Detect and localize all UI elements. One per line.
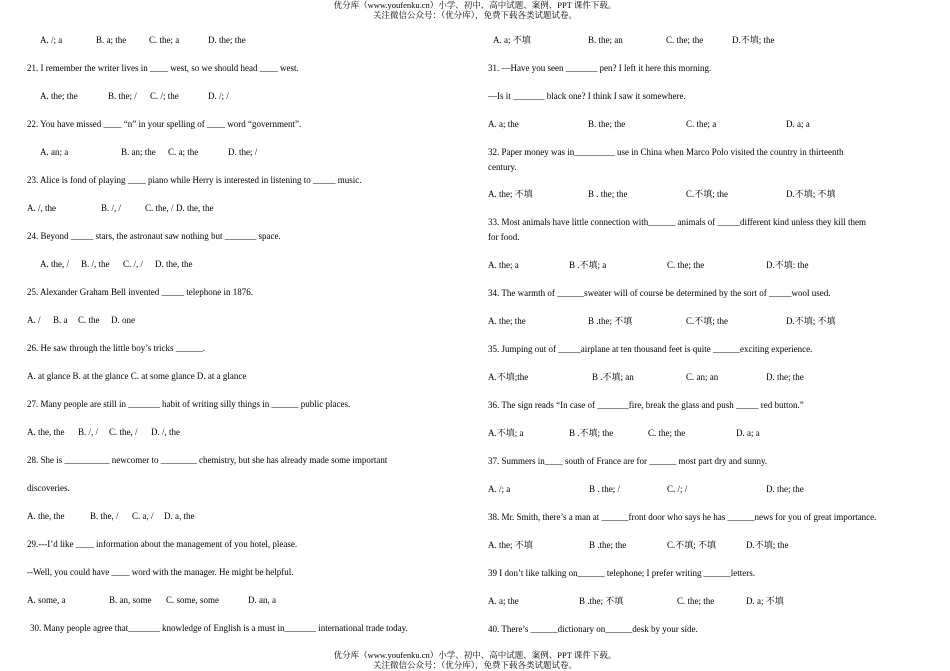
option: D. the, the [155,259,193,269]
page-header-line-1: 优分库（www.youfenku.cn）小学、初中、高中试题、案例、PPT 课件下载。 [333,0,617,10]
question-26: 26. He saw through the little boy’s tricks ______. [27,343,205,353]
option: C. the; the [648,428,686,438]
option: B .the; the [589,540,627,550]
option: D. the; the [766,484,804,494]
option: A. /; a [40,35,63,45]
option: A. the; 不填 [488,540,533,550]
option: C. /, / [123,259,144,269]
option: B .the; 不填 [579,596,624,606]
option: D.不填; the [746,540,789,550]
option: A. the; a [488,260,519,270]
option: A. the, the [27,511,65,521]
question-33-cont: for food. [488,232,520,242]
option: B . the; / [589,484,620,494]
option: C. the, / [145,203,174,213]
option: C. the; the [667,260,705,270]
option: B. an, some [109,595,152,605]
question-23: 23. Alice is fond of playing ____ piano while Herry is interested in listening to _____ music. [27,175,362,185]
option: A. a; the [488,596,519,606]
question-28: 28. She is __________ newcomer to ________ chemistry, but she has already made some important [27,455,388,465]
question-29-cont: --Well, you could have ____ word with the manager. He might be helpful. [27,567,294,577]
option: A. some, a [27,595,66,605]
option: B. the, / [90,511,119,521]
option: D.不填; 不填 [786,189,836,199]
option: A. a; the [488,119,519,129]
option: A. an; a [40,147,69,157]
page-header-line-2: 关注微信公众号：（优分库），免费下载各类试题试卷。 [372,10,577,20]
option: C. /; / [667,484,688,494]
option: C. the; a [686,119,717,129]
option: B . the; the [588,189,628,199]
option: C. some, some [166,595,219,605]
option: B .不填; a [569,260,607,270]
option: D. the; the [208,35,246,45]
question-21: 21. I remember the writer lives in ____ west, so we should head ____ west. [27,63,299,73]
question-22: 22. You have missed ____ “n” in your spelling of ____ word “government”. [27,119,302,129]
option: C. the; the [677,596,715,606]
question-39: 39 I don’t like talking on______ telephone; I prefer writing ______letters. [488,568,756,578]
question-38: 38. Mr. Smith, there’s a man at ______front door who says he has ______news for you of great importance. [488,512,877,522]
option: B. /, / [101,203,122,213]
option: B .the; 不填 [588,316,633,326]
option: B .不填; the [569,428,614,438]
option: D. a; a [786,119,810,129]
option: B. the; the [588,119,626,129]
question-26-options: A. at glance B. at the glance C. at some glance D. at a glance [27,371,247,381]
option: B. a [53,315,68,325]
option: C. the; the [666,35,704,45]
option: A.不填;the [488,372,529,382]
question-37: 37. Summers in____ south of France are for ______ most part dry and sunny. [488,456,768,466]
option: B. an; the [121,147,156,157]
option: B. /, the [81,259,110,269]
option: D. an, a [248,595,276,605]
page-footer-line-2: 关注微信公众号：（优分库），免费下载各类试题试卷。 [372,660,577,670]
option: A. the, / [40,259,69,269]
option: A. /; a [488,484,511,494]
question-36: 36. The sign reads “In case of _______fire, break the glass and push _____ red button.” [488,400,804,410]
option: A. the; the [488,316,526,326]
question-30: 30. Many people agree that_______ knowledge of English is a must in_______ international trade today. [30,623,408,633]
option: C. a; the [168,147,199,157]
option: B. a; the [96,35,127,45]
question-33: 33. Most animals have little connection with______ animals of _____different kind unless they kill them [488,217,867,227]
option: B. /, / [78,427,99,437]
option: C. a, / [132,511,154,521]
question-27: 27. Many people are still in _______ habit of writing silly things in ______ public places. [27,399,351,409]
option: A. the; the [40,91,78,101]
option: D. the, the [176,203,214,213]
option: D. a; a [736,428,760,438]
question-31: 31. —Have you seen _______ pen? I left it here this morning. [488,63,712,73]
question-29: 29.---I’d like ____ information about the management of you hotel, please. [27,539,298,549]
option: C. /; the [150,91,179,101]
option: B. the; / [108,91,137,101]
option: B .不填; an [592,372,634,382]
option: D. the; the [766,372,804,382]
option: A. / [27,315,41,325]
option: D.不填: the [766,260,809,270]
option: C. the [78,315,100,325]
option: A. the, the [27,427,65,437]
question-28-cont: discoveries. [27,483,70,493]
question-40: 40. There’s ______dictionary on______desk by your side. [488,624,698,634]
option: C. an; an [686,372,719,382]
option: B. the; an [588,35,623,45]
option: C. the; a [149,35,180,45]
question-34: 34. The warmth of ______sweater will of course be determined by the sort of _____wool used. [488,288,831,298]
option: D.不填; the [732,35,775,45]
option: A.不填; a [488,428,524,438]
option: D. /; / [208,91,229,101]
option: C.不填; 不填 [667,540,717,550]
question-32: 32. Paper money was in_________ use in China when Marco Polo visited the country in thirteenth [488,147,844,157]
option: D. the; / [228,147,258,157]
option: C.不填; the [686,189,728,199]
option: D. a; 不填 [746,596,784,606]
option: D. a, the [164,511,195,521]
question-24: 24. Beyond _____ stars, the astronaut saw nothing but _______ space. [27,231,281,241]
option: A. a; 不填 [493,35,531,45]
question-25: 25. Alexander Graham Bell invented _____ telephone in 1876. [27,287,253,297]
option: D.不填; 不填 [786,316,836,326]
option: C. the, / [109,427,138,437]
option: A. /, the [27,203,56,213]
option: C.不填; the [686,316,728,326]
page-footer-line-1: 优分库（www.youfenku.cn）小学、初中、高中试题、案例、PPT 课件下载。 [333,650,617,660]
option: A. the; 不填 [488,189,533,199]
option: D. /, the [151,427,180,437]
question-35: 35. Jumping out of _____airplane at ten thousand feet is quite ______exciting experience. [488,344,813,354]
question-31-cont: —Is it _______ black one? I think I saw it somewhere. [488,91,686,101]
question-32-cont: century. [488,162,517,172]
option: D. one [111,315,135,325]
